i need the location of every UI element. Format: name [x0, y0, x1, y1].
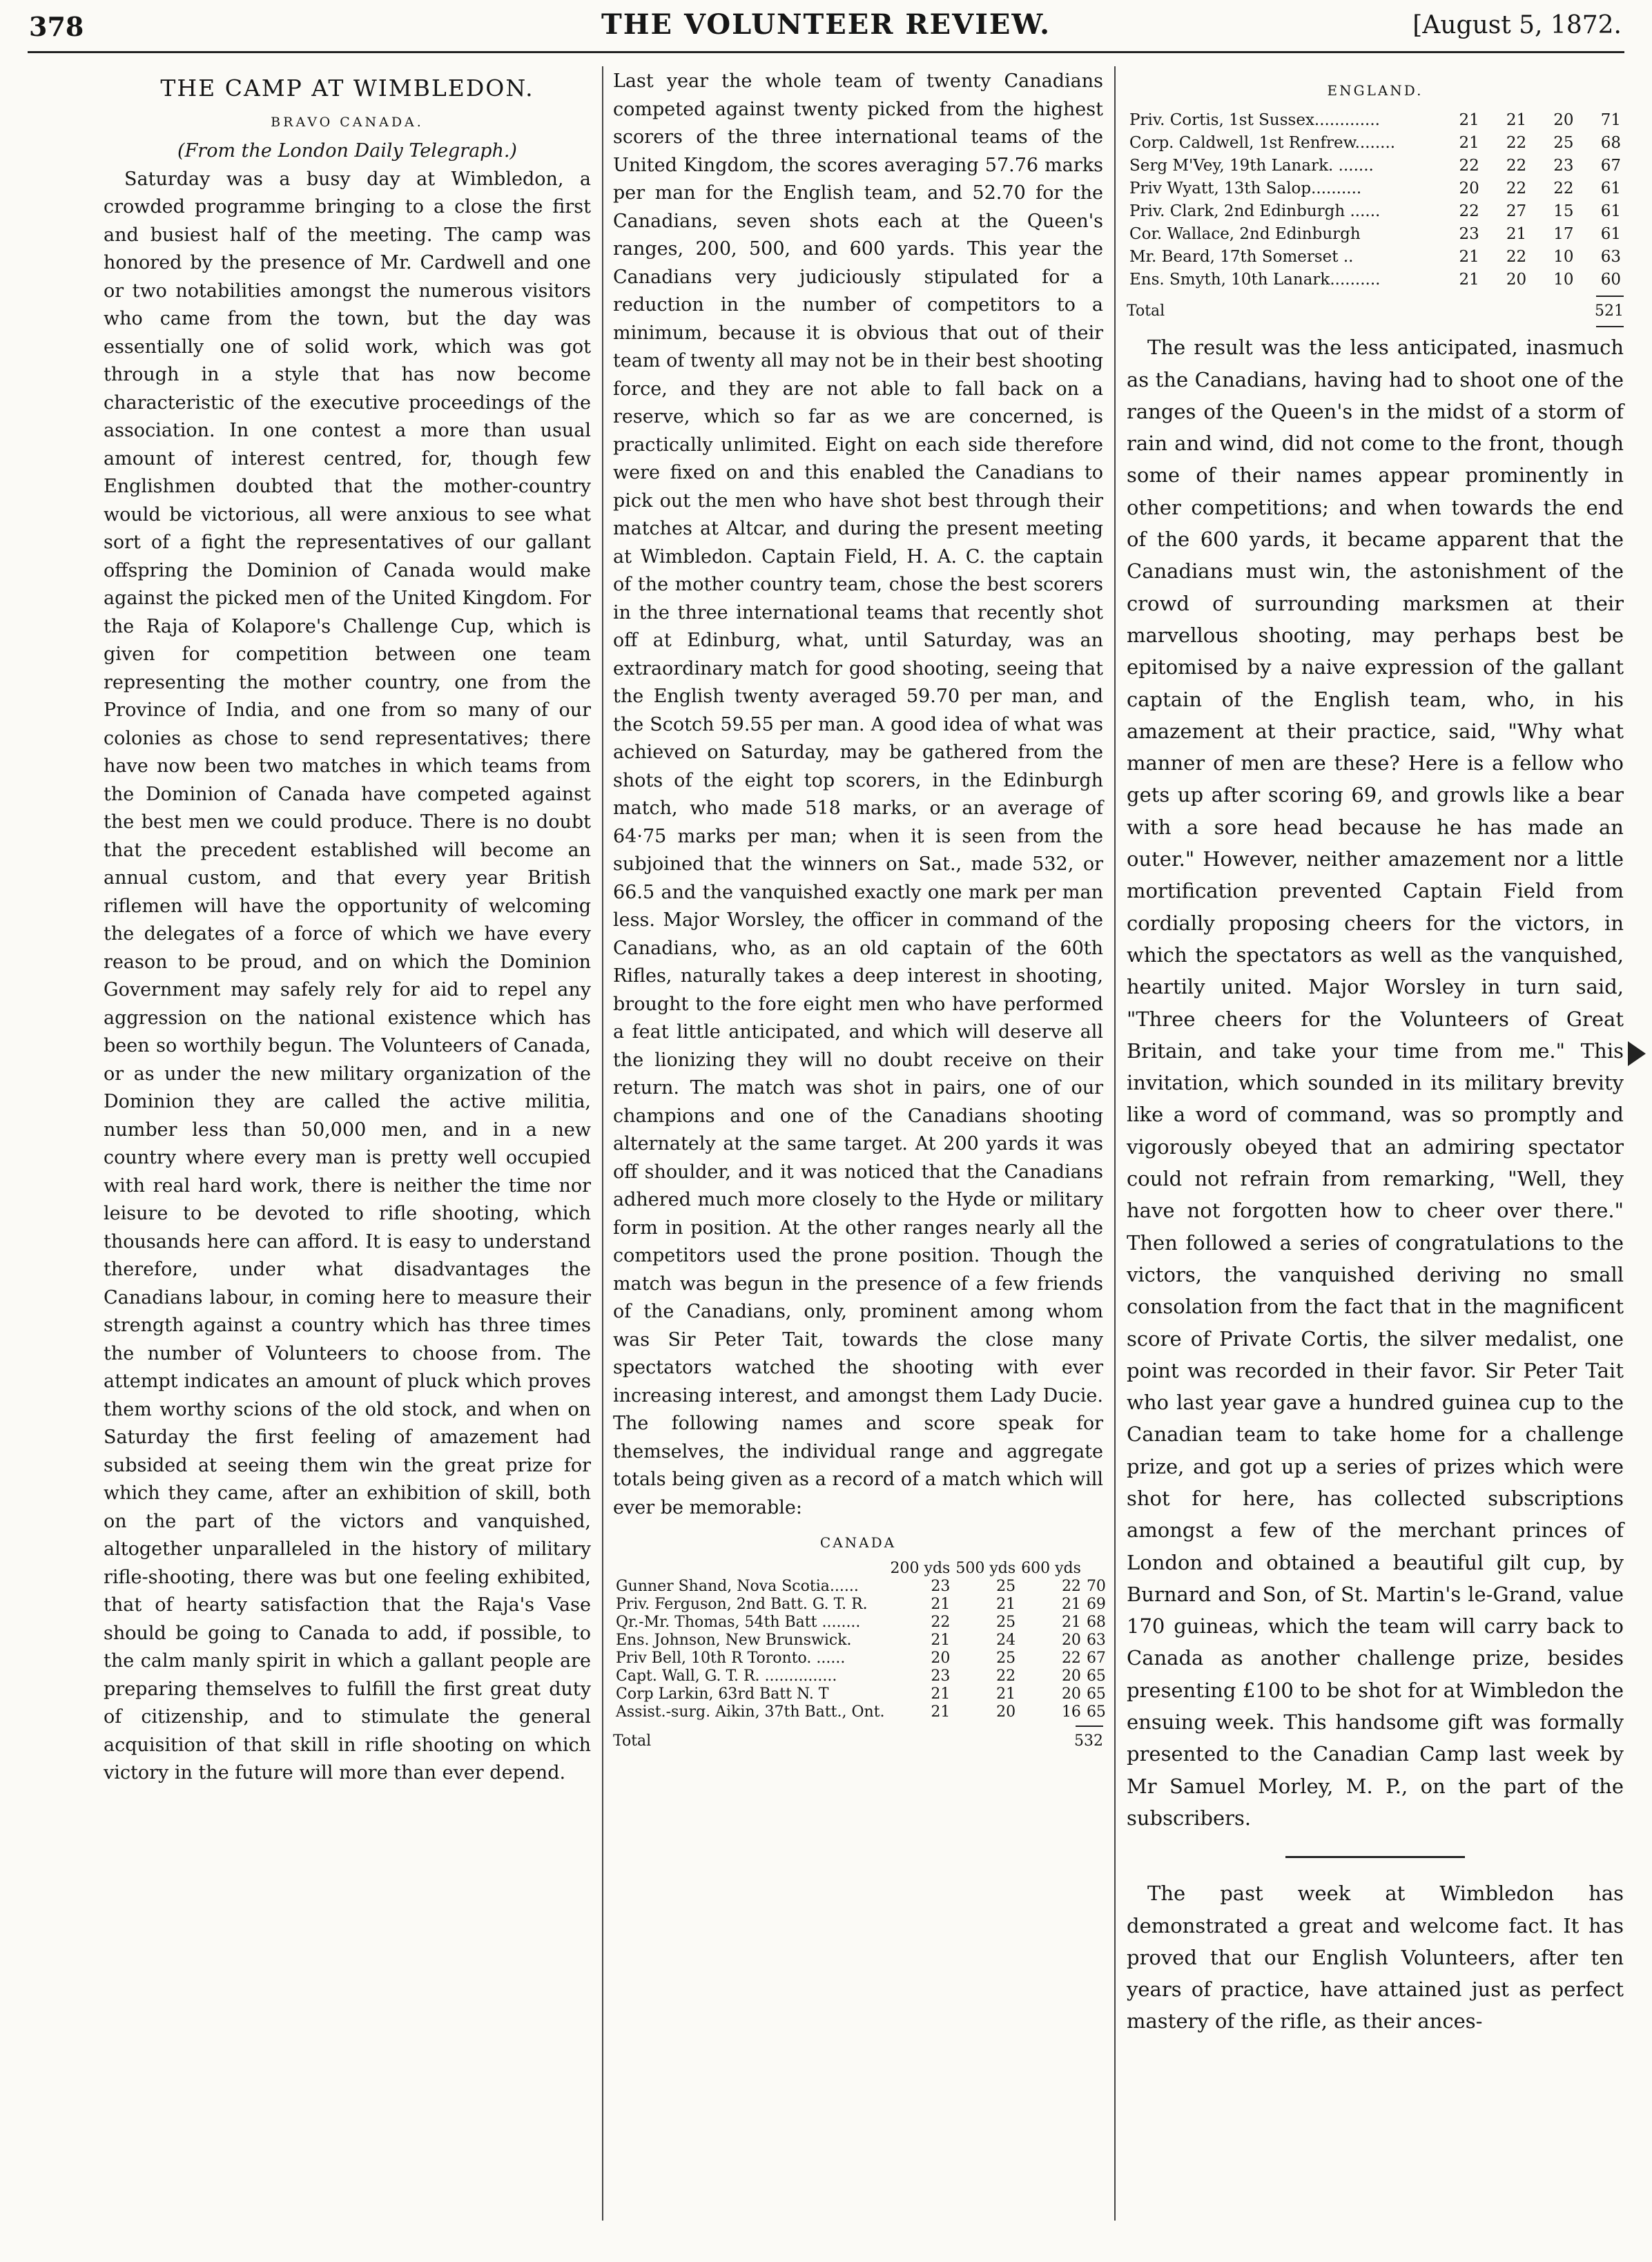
- table-row: [1127, 269, 1624, 291]
- score-total: 70: [1086, 1577, 1106, 1595]
- player-name: Priv. Ferguson, 2nd Batt. G. T. R.: [616, 1595, 868, 1613]
- score-200: 23: [1459, 225, 1479, 244]
- player-name: Corp Larkin, 63rd Batt N. T: [616, 1685, 829, 1703]
- score-500: 21: [1506, 225, 1527, 244]
- player-name: Priv. Cortis, 1st Sussex.............: [1129, 111, 1380, 130]
- score-500: 25: [996, 1613, 1016, 1631]
- score-600: 22: [1553, 180, 1574, 198]
- score-200: 22: [1459, 202, 1479, 221]
- column-header: 200 yds: [890, 1559, 951, 1577]
- table-row: [613, 1668, 1109, 1685]
- score-500: 20: [1506, 271, 1527, 289]
- score-600: 17: [1553, 225, 1574, 244]
- column-header: 600 yds: [1021, 1559, 1081, 1577]
- score-200: 20: [931, 1649, 951, 1667]
- table-row: [613, 1578, 1109, 1596]
- score-500: 22: [996, 1667, 1016, 1685]
- article-title: THE CAMP AT WIMBLEDON.: [160, 75, 534, 102]
- score-total: 68: [1086, 1613, 1106, 1631]
- score-600: 16: [1061, 1703, 1081, 1721]
- article-subtitle: BRAVO CANADA.: [271, 114, 424, 130]
- score-600: 20: [1061, 1667, 1081, 1685]
- table-row: [1127, 246, 1624, 269]
- score-total: 63: [1086, 1631, 1106, 1649]
- total-label: Total: [1127, 302, 1165, 320]
- total-rule: [1596, 296, 1624, 297]
- score-600: 25: [1553, 134, 1574, 153]
- column-2: [613, 68, 1106, 1752]
- total-label: Total: [613, 1732, 652, 1750]
- england-rows: [1127, 109, 1624, 291]
- player-name: Capt. Wall, G. T. R. ...............: [616, 1667, 837, 1685]
- england-table-caption: ENGLAND.: [1327, 82, 1423, 99]
- score-200: 21: [931, 1631, 951, 1649]
- score-500: 24: [996, 1631, 1016, 1649]
- margin-arrow-icon: [1628, 1041, 1646, 1066]
- england-score-table: [1127, 109, 1624, 291]
- score-500: 25: [996, 1649, 1016, 1667]
- player-name: Gunner Shand, Nova Scotia......: [616, 1577, 859, 1595]
- score-600: 22: [1061, 1577, 1081, 1595]
- paragraph: The result was the less anticipated, inasmuch as the Canadians, having had to shoot one of the ranges of the Queen's in the midst of a storm of rain and wind, did not come to the front, though some of their names appear prominently in other competitions; and when towards the end of the 600 yards, it became apparent that the Canadians must win, the astonishment of the crowd of surrounding marksmen at their marvellous shooting, may perhaps best be epitomised by a naive expression of the gallant captain of the English team, who, in his amazement at their practice, said, "Why what manner of men are these? Here is a fellow who gets up after scoring 69, and growls like a bear with a sore head because he has made an outer." However, neither amazement nor a little mortification prevented Captain Field from cordially proposing cheers for the victors, in which the spectators as well as the vanquished, heartily united. Major Worsley in turn said, "Three cheers for the Volunteers of Great Britain, and take your time from me." This invitation, which sounded in its military brevity like a word of command, was so promptly and vigorously obeyed that an admiring spectator could not refrain from remarking, "Well, they have not forgotten how to cheer over there." Then followed a series of congratulations to the victors, the vanquished deriving no small consolation from the fact that in the magnificent score of Private Cortis, the silver medalist, one point was recorded in their favor. Sir Peter Tait who last year gave a hundred guinea cup to the Canadian team to take home for a challenge prize, and got up a series of prizes which were shot for here, has collected subscriptions amongst a few of the merchant princes of London and obtained a beautiful gilt cup, by Burnard and Son, of St. Martin's le-Grand, value 170 guineas, which the team will carry back to Canada as another challenge prize, besides presenting £100 to be shot for at Wimbledon the ensuing week. This handsome gift was formally presented to the Canadian Camp last week by Mr Samuel Morley, M. P., on the part of the subscribers.: [1127, 336, 1624, 1830]
- table-row: [1127, 177, 1624, 200]
- player-name: Mr. Beard, 17th Somerset ..: [1129, 248, 1354, 267]
- score-total: 61: [1600, 225, 1621, 244]
- total-rule: [1596, 326, 1624, 327]
- paragraph: The past week at Wimbledon has demonstrated a great and welcome fact. It has proved that our English Volunteers, after ten years of practice, have attained just as perfect mastery of the rifle, as their ances-: [1127, 1882, 1624, 2033]
- score-200: 21: [931, 1703, 951, 1721]
- canada-rows: [613, 1578, 1109, 1721]
- player-name: Cor. Wallace, 2nd Edinburgh: [1129, 225, 1361, 244]
- total-value: 532: [1074, 1732, 1103, 1750]
- score-total: 67: [1600, 157, 1621, 175]
- score-200: 20: [1459, 180, 1479, 198]
- player-name: Priv Bell, 10th R Toronto. ......: [616, 1649, 846, 1667]
- player-name: Corp. Caldwell, 1st Renfrew........: [1129, 134, 1396, 153]
- score-200: 21: [931, 1595, 951, 1613]
- score-200: 21: [1459, 134, 1479, 153]
- player-name: Ens. Smyth, 10th Lanark..........: [1129, 271, 1381, 289]
- player-name: Priv. Clark, 2nd Edinburgh ......: [1129, 202, 1381, 221]
- score-600: 20: [1061, 1685, 1081, 1703]
- canada-score-table: [613, 1560, 1109, 1721]
- canada-table-caption: CANADA: [819, 1534, 897, 1551]
- table-header-row: [613, 1560, 1109, 1578]
- score-200: 21: [1459, 248, 1479, 267]
- column-1: [104, 68, 591, 1788]
- score-200: 21: [931, 1685, 951, 1703]
- player-name: Assist.-surg. Aikin, 37th Batt., Ont.: [616, 1703, 885, 1721]
- score-200: 21: [1459, 271, 1479, 289]
- score-total: 60: [1600, 271, 1621, 289]
- player-name: Priv Wyatt, 13th Salop..........: [1129, 180, 1362, 198]
- score-total: 61: [1600, 202, 1621, 221]
- player-name: Serg M'Vey, 19th Lanark. .......: [1129, 157, 1374, 175]
- header-rule: [28, 51, 1624, 53]
- score-200: 23: [931, 1577, 951, 1595]
- score-500: 21: [996, 1685, 1016, 1703]
- score-500: 27: [1506, 202, 1527, 221]
- score-200: 21: [1459, 111, 1479, 130]
- score-total: 65: [1086, 1703, 1106, 1721]
- score-total: 71: [1600, 111, 1621, 130]
- score-500: 21: [996, 1595, 1016, 1613]
- table-row: [613, 1685, 1109, 1703]
- score-total: 65: [1086, 1667, 1106, 1685]
- score-500: 22: [1506, 134, 1527, 153]
- score-total: 67: [1086, 1649, 1106, 1667]
- column-3: [1127, 68, 1624, 2038]
- score-total: 63: [1600, 248, 1621, 267]
- column-divider: [1114, 66, 1116, 2221]
- paragraph: Saturday was a busy day at Wimbledon, a crowded programme bringing to a close the first and busiest half of the meeting. The camp was honored by the presence of Mr. Cardwell and one or two notabilities amongst the numerous visitors who came from the town, but the day was essentially one of solid work, which was got through in a style that has now become characteristic of the executive proceedings of the association. In one contest a more than usual amount of interest centred, for, though few Englishmen doubted that the mother-country would be victorious, all were anxious to see what sort of a fight the representatives of our gallant offspring the Dominion of Canada would make against the picked men of the United Kingdom. For the Raja of Kolapore's Challenge Cup, which is given for competition between one team representing the mother country, one from the Province of India, and one from so many of our colonies as chose to send representatives; there have now been two matches in which teams from the Dominion of Canada have competed against the best men we could produce. There is no doubt that the precedent established will become an annual custom, and that every year British riflemen will have the opportunity of welcoming the delegates of a force of which we have every reason to be proud, and on which the Dominion Government may safely rely for aid to repel any aggression on the national existence which has been so worthily begun. The Volunteers of Canada, or as under the new military organization of the Dominion they are called the active militia, number less than 50,000 men, and in a new country where every man is pretty well occupied with real hard work, there is neither the time nor leisure to be devoted to rifle shooting, which thousands here can afford. It is easy to understand therefore, under what disadvantages the Canadians labour, in coming here to measure their strength against a country which has three times the number of Volunteers to choose from. The attempt indicates an amount of pluck which proves them worthy scions of the old stock, and when on Saturday the first feeling of amazement had subsided at seeing them win the great prize for which they came, after an exhibition of skill, both on the part of the victors and vanquished, altogether unparalleled in the history of military rifle-shooting, there was but one feeling exhibited, that of hearty satisfaction that the Raja's Vase should be going to Canada to add, if possible, to the calm manly spirit in which a gallant people are preparing themselves to fulfill the first great duty of citizenship, and to stimulate the general acquisition of that skill in rifle shooting on which victory in the future will more than ever depend.: [104, 168, 591, 1784]
- table-row: [613, 1703, 1109, 1721]
- score-600: 10: [1553, 271, 1574, 289]
- score-500: 22: [1506, 180, 1527, 198]
- player-name: Ens. Johnson, New Brunswick.: [616, 1631, 852, 1649]
- score-600: 22: [1061, 1649, 1081, 1667]
- table-row: [613, 1596, 1109, 1614]
- score-200: 22: [1459, 157, 1479, 175]
- section-separator: [1285, 1856, 1465, 1858]
- publication-title: THE VOLUNTEER REVIEW.: [601, 8, 1051, 41]
- table-row: [613, 1614, 1109, 1632]
- score-600: 20: [1553, 111, 1574, 130]
- column-divider: [602, 66, 603, 2221]
- table-row: [1127, 132, 1624, 155]
- page-number: 378: [29, 11, 84, 42]
- article-source: (From the London Daily Telegraph.): [177, 140, 517, 162]
- score-200: 23: [931, 1667, 951, 1685]
- paragraph: Last year the whole team of twenty Canadians competed against twenty picked from the highest scorers of the three international teams of the United Kingdom, the scores averaging 57.76 marks per man for the English team, and 52.70 for the Canadians, seven shots each at the Queen's ranges, 200, 500, and 600 yards. This year the Canadians very judiciously stipulated for a reduction in the number of competitors to a minimum, because it is obvious that out of their team of twenty all may not be in their best shooting force, and they are not able to fall back on a reserve, which so far as we are concerned, is practically unlimited. Eight on each side therefore were fixed on and this enabled the Canadians to pick out the men who have shot best through their matches at Altcar, and during the present meeting at Wimbledon. Captain Field, H. A. C. the captain of the mother country team, chose the best scorers in the three international teams that recently shot off at Edinburg, what, until Saturday, was an extraordinary match for good shooting, seeing that the English twenty averaged 59.70 per man, and the Scotch 59.55 per man. A good idea of what was achieved on Saturday, may be gathered from the shots of the eight top scorers, in the Edinburgh match, who made 518 marks, or an average of 64·75 marks per man; when it is seen from the subjoined that the winners on Sat., made 532, or 66.5 and the vanquished exactly one mark per man less. Major Worsley, the officer in command of the Canadians, who, as an old captain of the 60th Rifles, naturally takes a deep interest in shooting, brought to the fore eight men who have performed a feat little anticipated, and which will deserve all the lionizing they will no doubt receive on their return. The match was shot in pairs, one of our champions and one of the Canadians shooting alternately at the same target. At 200 yards it was off shoulder, and it was noticed that the Canadians adhered much more closely to the Hyde or military form in position. At the other ranges nearly all the competitors used the prone position. Though the match was begun in the presence of a few friends of the Canadians, only, prominent among whom was Sir Peter Tait, towards the close many spectators watched the shooting with ever increasing interest, and amongst them Lady Ducie. The following names and score speak for themselves, the individual range and aggregate totals being given as a record of a match which will ever be memorable:: [613, 70, 1103, 1518]
- issue-date: [August 5, 1872.: [1412, 11, 1622, 39]
- score-600: 21: [1061, 1613, 1081, 1631]
- score-600: 20: [1061, 1631, 1081, 1649]
- score-600: 23: [1553, 157, 1574, 175]
- page-header: [0, 0, 1652, 76]
- table-row: [1127, 155, 1624, 177]
- score-total: 65: [1086, 1685, 1106, 1703]
- canada-total: [613, 1731, 1103, 1752]
- total-value: 521: [1595, 302, 1624, 320]
- score-total: 61: [1600, 180, 1621, 198]
- table-row: [1127, 200, 1624, 223]
- score-500: 22: [1506, 248, 1527, 267]
- table-row: [613, 1632, 1109, 1650]
- score-600: 21: [1061, 1595, 1081, 1613]
- score-500: 20: [996, 1703, 1016, 1721]
- table-row: [1127, 223, 1624, 246]
- score-500: 25: [996, 1577, 1016, 1595]
- england-total: [1127, 301, 1624, 322]
- table-row: [613, 1650, 1109, 1668]
- score-600: 15: [1553, 202, 1574, 221]
- score-total: 69: [1086, 1595, 1106, 1613]
- score-600: 10: [1553, 248, 1574, 267]
- player-name: Qr.-Mr. Thomas, 54th Batt ........: [616, 1613, 861, 1631]
- score-total: 68: [1600, 134, 1621, 153]
- score-200: 22: [931, 1613, 951, 1631]
- total-rule: [1076, 1726, 1103, 1727]
- column-header: 500 yds: [955, 1559, 1016, 1577]
- score-500: 21: [1506, 111, 1527, 130]
- table-row: [1127, 109, 1624, 132]
- score-500: 22: [1506, 157, 1527, 175]
